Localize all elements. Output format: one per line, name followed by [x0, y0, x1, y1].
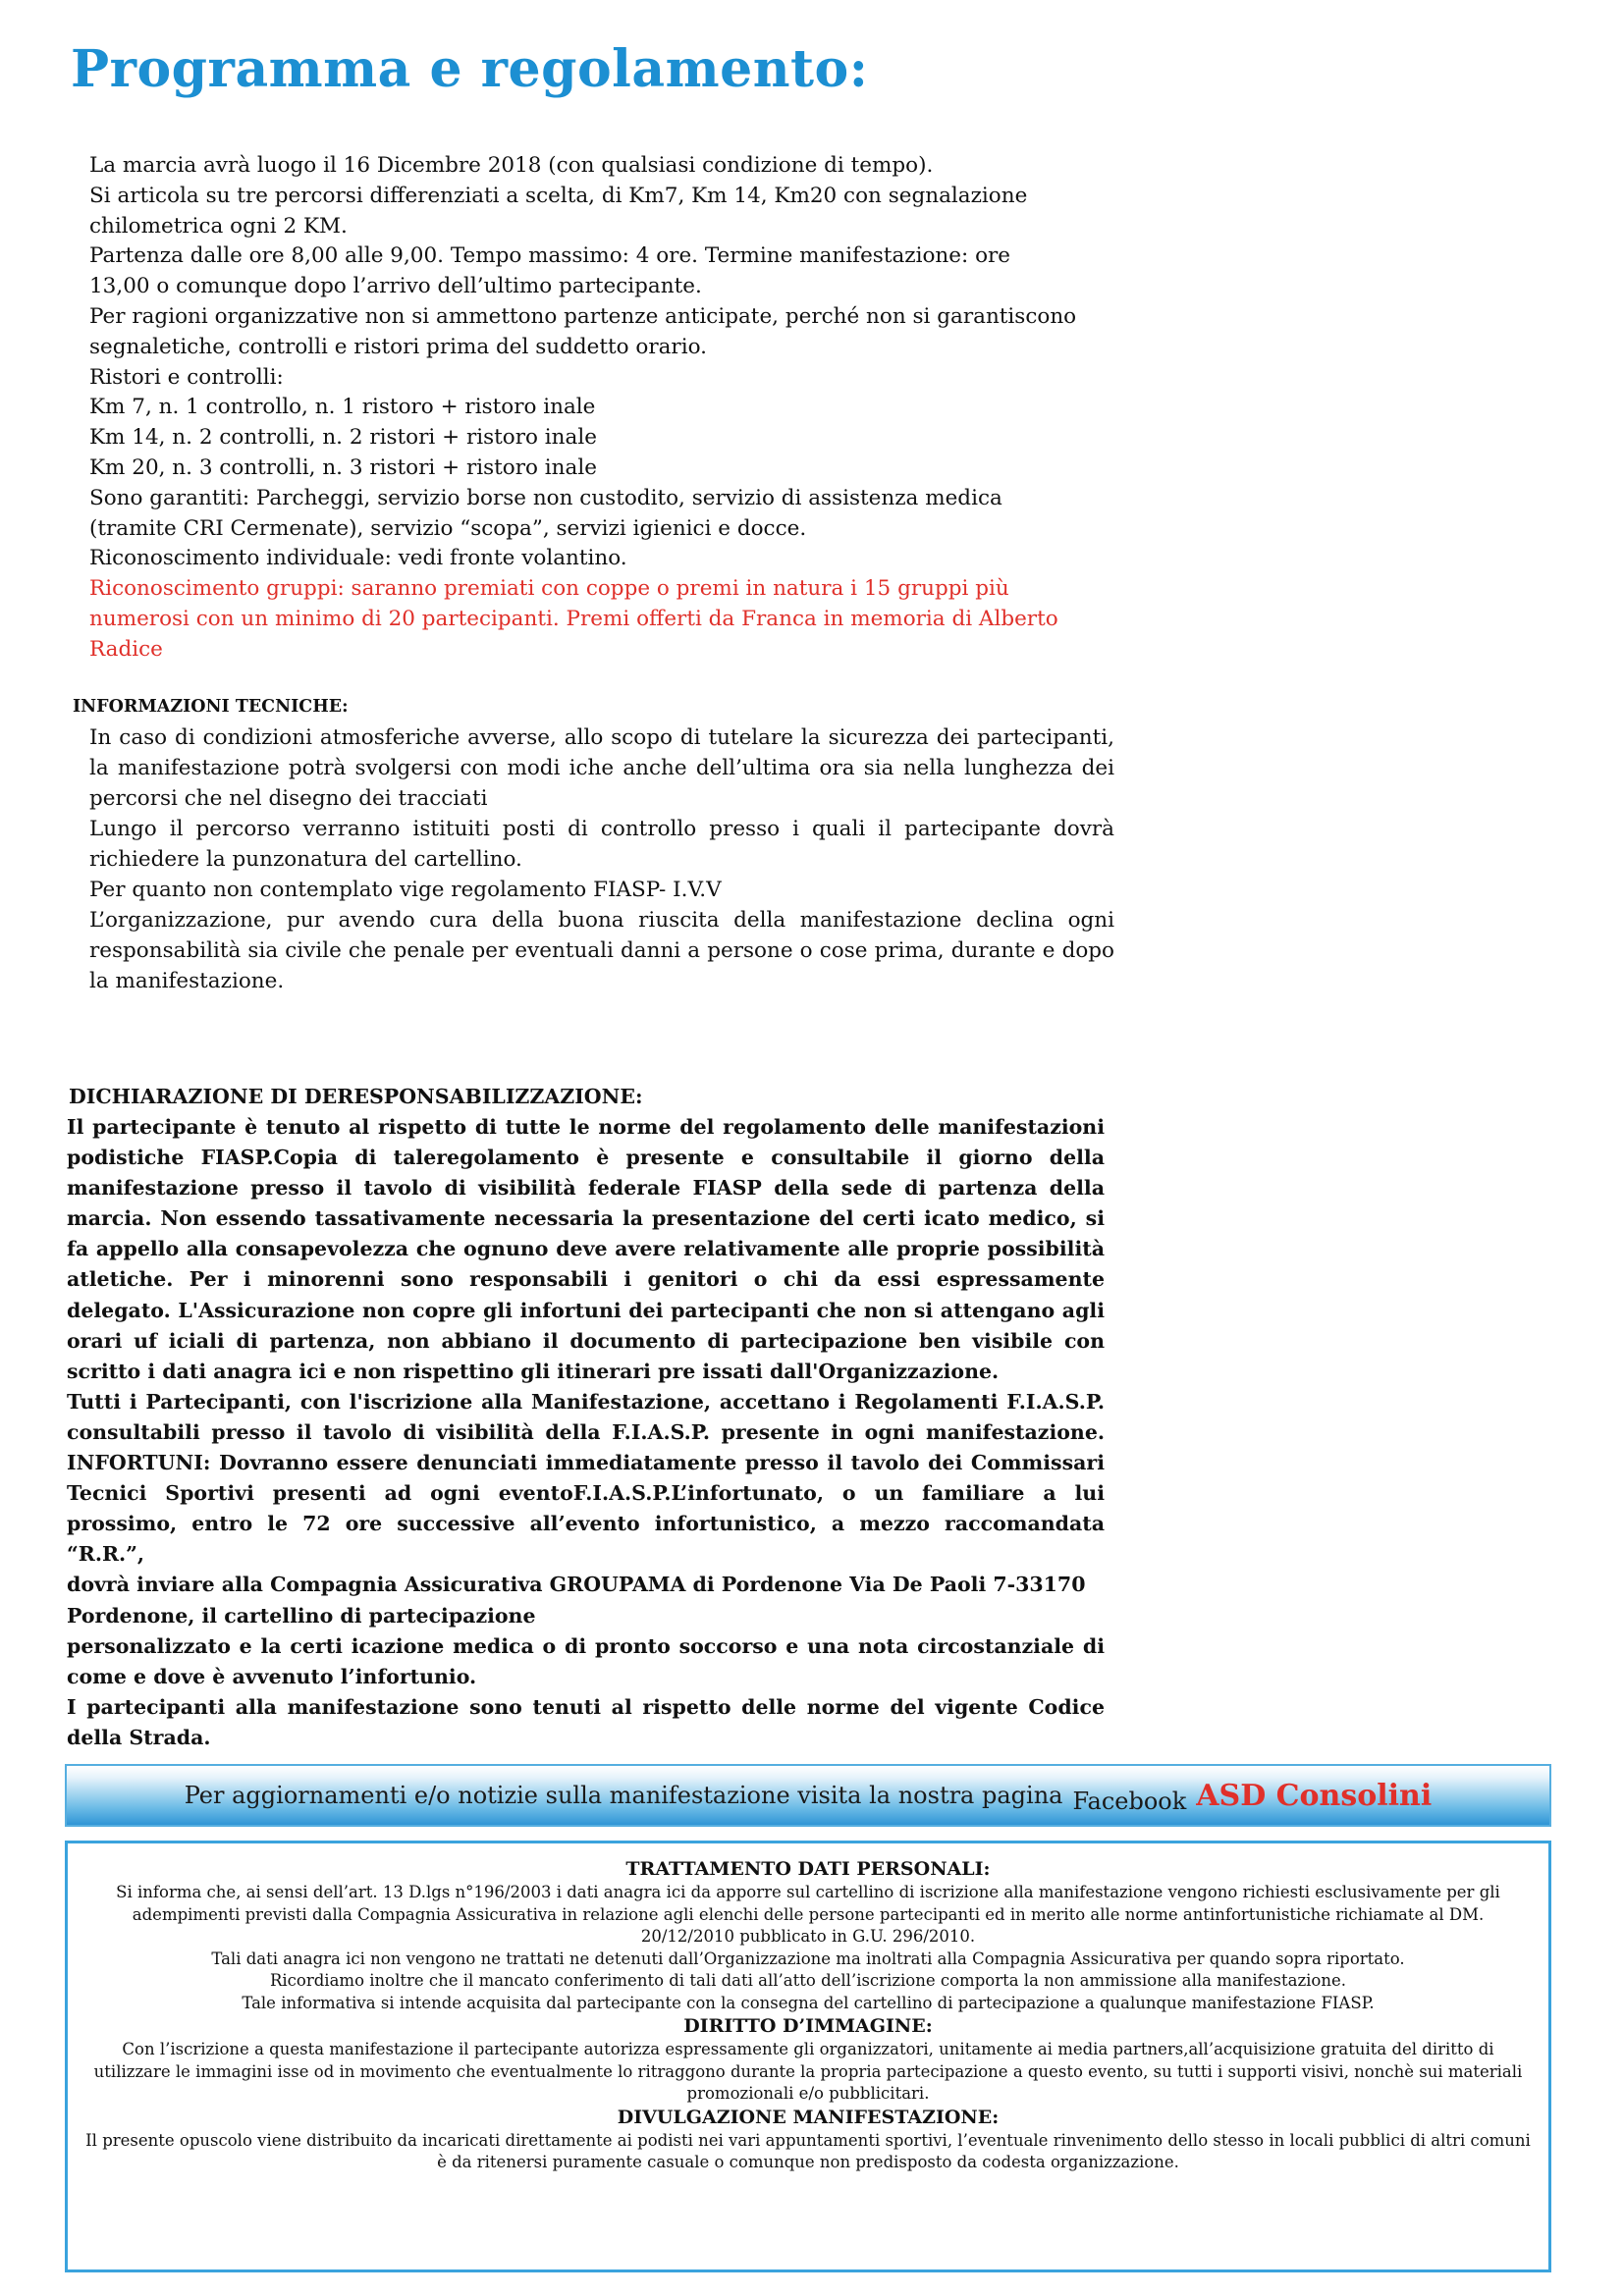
- program-line: Km 20, n. 3 controlli, n. 3 ristori + ristoro inale: [89, 454, 597, 480]
- disclaimer-heading: DICHIARAZIONE DI DERESPONSABILIZZAZIONE:: [69, 1085, 643, 1108]
- program-line: segnaletiche, controlli e ristori prima del suddetto orario.: [89, 334, 707, 359]
- disclaimer-paragraph: personalizzato e la certi icazione medica o di pronto soccorso e una nota circostanziale di come e dove è avvenuto l’infortunio.: [67, 1633, 1105, 1688]
- group-award-line: Radice: [89, 636, 163, 662]
- technical-info-heading: INFORMAZIONI TECNICHE:: [73, 697, 349, 717]
- image-rights-heading: DIRITTO D’IMMAGINE:: [683, 2015, 933, 2037]
- image-rights-paragraph: Con l’iscrizione a questa manifestazione il partecipante autorizza espressamente gli organizzatori, unitamente ai media partners,all’acquisizione gratuita del diritto di utilizzare le immagini isse od in movimento che eventualmente lo ritraggono durante la propria partecipazione a questo evento, su tutti i supporti visivi, nonchè sui materiali promozionali e/o pubblicitari.: [93, 2040, 1523, 2103]
- facebook-label: Facebook: [1072, 1788, 1187, 1815]
- disclaimer-paragraph: dovrà inviare alla Compagnia Assicurativa GROUPAMA di Pordenone Via De Paoli 7-33170: [67, 1573, 1086, 1597]
- disclaimer-paragraph: Tutti i Partecipanti, con l'iscrizione alla Manifestazione, accettano i Regolamenti F.I.A.S.P. consultabili presso il tavolo di visibilità della F.I.A.S.P. presente in ogni manifestazione. INFORTUNI: Dovranno essere denunciati immediatamente presso il tavolo dei Commissari Tecnici Sportivi presenti ad ogni eventoF.I.A.S.P.L’infortunato, o un familiare a lui prossimo, entro le 72 ore successive all’evento infortunistico, a mezzo raccomandata “R.R.”,: [67, 1389, 1105, 1567]
- group-award-line: numerosi con un minimo di 20 partecipanti. Premi offerti da Franca in memoria di Alberto: [89, 606, 1058, 631]
- distribution-paragraph: Il presente opuscolo viene distribuito da incaricati direttamente ai podisti nei vari appuntamenti sportivi, l’eventuale rinvenimento dello stesso in locali pubblici di altri comuni è da ritenersi puramente casuale o comunque non predisposto da codesta organizzazione.: [85, 2130, 1531, 2171]
- technical-paragraph: Per quanto non contemplato vige regolamento FIASP- I.V.V: [89, 878, 722, 902]
- legal-info-box: [65, 1841, 1551, 2272]
- program-line: Riconoscimento individuale: vedi fronte volantino.: [89, 546, 627, 571]
- banner-text: Per aggiornamenti e/o notizie sulla manifestazione visita la nostra pagina: [184, 1782, 1063, 1809]
- program-line: (tramite CRI Cermenate), servizio “scopa”, servizi igienici e docce.: [89, 515, 807, 541]
- technical-paragraph: Lungo il percorso verranno istituiti posti di controllo presso i quali il partecipante dovrà richiedere la punzonatura del cartellino.: [89, 817, 1114, 872]
- privacy-paragraph: Tale informativa si intende acquisita dal partecipante con la consegna del cartellino di partecipazione a qualunque manifestazione FIASP.: [242, 1993, 1375, 2012]
- group-award-line: Riconoscimento gruppi: saranno premiati con coppe o premi in natura i 15 gruppi più: [89, 576, 1009, 602]
- technical-info-section: [89, 722, 1114, 996]
- program-line: Sono garantiti: Parcheggi, servizio borse non custodito, servizio di assistenza medica: [89, 485, 1002, 510]
- disclaimer-paragraph: Il partecipante è tenuto al rispetto di tutte le norme del regolamento delle manifestazioni podistiche FIASP.Copia di taleregolamento è presente e consultabile il giorno della manifestazione presso il tavolo di visibilità federale FIASP della sede di partenza della marcia. Non essendo tassativamente necessaria la presentazione del certi icato medico, si fa appello alla consapevolezza che ognuno deve avere relativamente alle proprie possibilità atletiche. Per i minorenni sono responsabili i genitori o chi da essi espressamente delegato. L'Assicurazione non copre gli infortuni dei partecipanti che non si attengano agli orari uf iciali di partenza, non abbiano il documento di partecipazione ben visibile con scritto i dati anagra ici e non rispettino gli itinerari pre issati dall'Organizzazione.: [67, 1115, 1105, 1383]
- facebook-page-name: ASD Consolini: [1196, 1778, 1433, 1813]
- program-line: Si articola su tre percorsi differenziati a scelta, di Km7, Km 14, Km20 con segnalazione: [89, 183, 1028, 208]
- program-line: 13,00 o comunque dopo l’arrivo dell’ultimo partecipante.: [89, 274, 702, 299]
- distribution-heading: DIVULGAZIONE MANIFESTAZIONE:: [617, 2106, 1000, 2128]
- disclaimer-paragraph: Pordenone, il cartellino di partecipazione: [67, 1603, 536, 1628]
- facebook-banner: [65, 1764, 1551, 1827]
- program-line: Per ragioni organizzative non si ammettono partenze anticipate, perché non si garantiscono: [89, 303, 1077, 329]
- technical-paragraph: L’organizzazione, pur avendo cura della buona riuscita della manifestazione declina ogni responsabilità sia civile che penale per eventuali danni a persone o cose prima, durante e dopo la manifestazione.: [89, 908, 1114, 993]
- page-title: Programma e regolamento:: [71, 39, 869, 99]
- privacy-paragraph: Si informa che, ai sensi dell’art. 13 D.lgs n°196/2003 i dati anagra ici da apporre sul cartellino di iscrizione alla manifestazione vengono richiesti esclusivamente per gli adempimenti previsti dalla Compagnia Assicurativa in relazione agli elenchi delle persone partecipanti ed in merito alle norme antinfortunistiche richiamate al DM. 20/12/2010 pubblicato in G.U. 296/2010.: [116, 1883, 1500, 1946]
- privacy-paragraph: Tali dati anagra ici non vengono ne trattati ne detenuti dall’Organizzazione ma inoltrati alla Compagnia Assicurativa per quando sopra riportato.: [211, 1949, 1405, 1968]
- program-section: [89, 151, 1120, 666]
- program-line: La marcia avrà luogo il 16 Dicembre 2018 (con qualsiasi condizione di tempo).: [89, 153, 934, 178]
- program-line: Ristori e controlli:: [89, 364, 284, 390]
- program-line: Km 7, n. 1 controllo, n. 1 ristoro + ristoro inale: [89, 395, 596, 420]
- disclaimer-section: [67, 1112, 1105, 1753]
- disclaimer-paragraph: I partecipanti alla manifestazione sono tenuti al rispetto delle norme del vigente Codice della Strada.: [67, 1694, 1105, 1749]
- privacy-paragraph: Ricordiamo inoltre che il mancato conferimento di tali dati all’atto dell’iscrizione comporta la non ammissione alla manifestazione.: [269, 1971, 1346, 1990]
- privacy-heading: TRATTAMENTO DATI PERSONALI:: [625, 1858, 991, 1880]
- program-line: Partenza dalle ore 8,00 alle 9,00. Tempo massimo: 4 ore. Termine manifestazione: ore: [89, 243, 1011, 269]
- program-line: Km 14, n. 2 controlli, n. 2 ristori + ristoro inale: [89, 425, 597, 451]
- technical-paragraph: In caso di condizioni atmosferiche avverse, allo scopo di tutelare la sicurezza dei partecipanti, la manifestazione potrà svolgersi con modi iche anche dell’ultima ora sia nella lunghezza dei percorsi che nel disegno dei tracciati: [89, 725, 1114, 811]
- program-line: chilometrica ogni 2 KM.: [89, 213, 348, 239]
